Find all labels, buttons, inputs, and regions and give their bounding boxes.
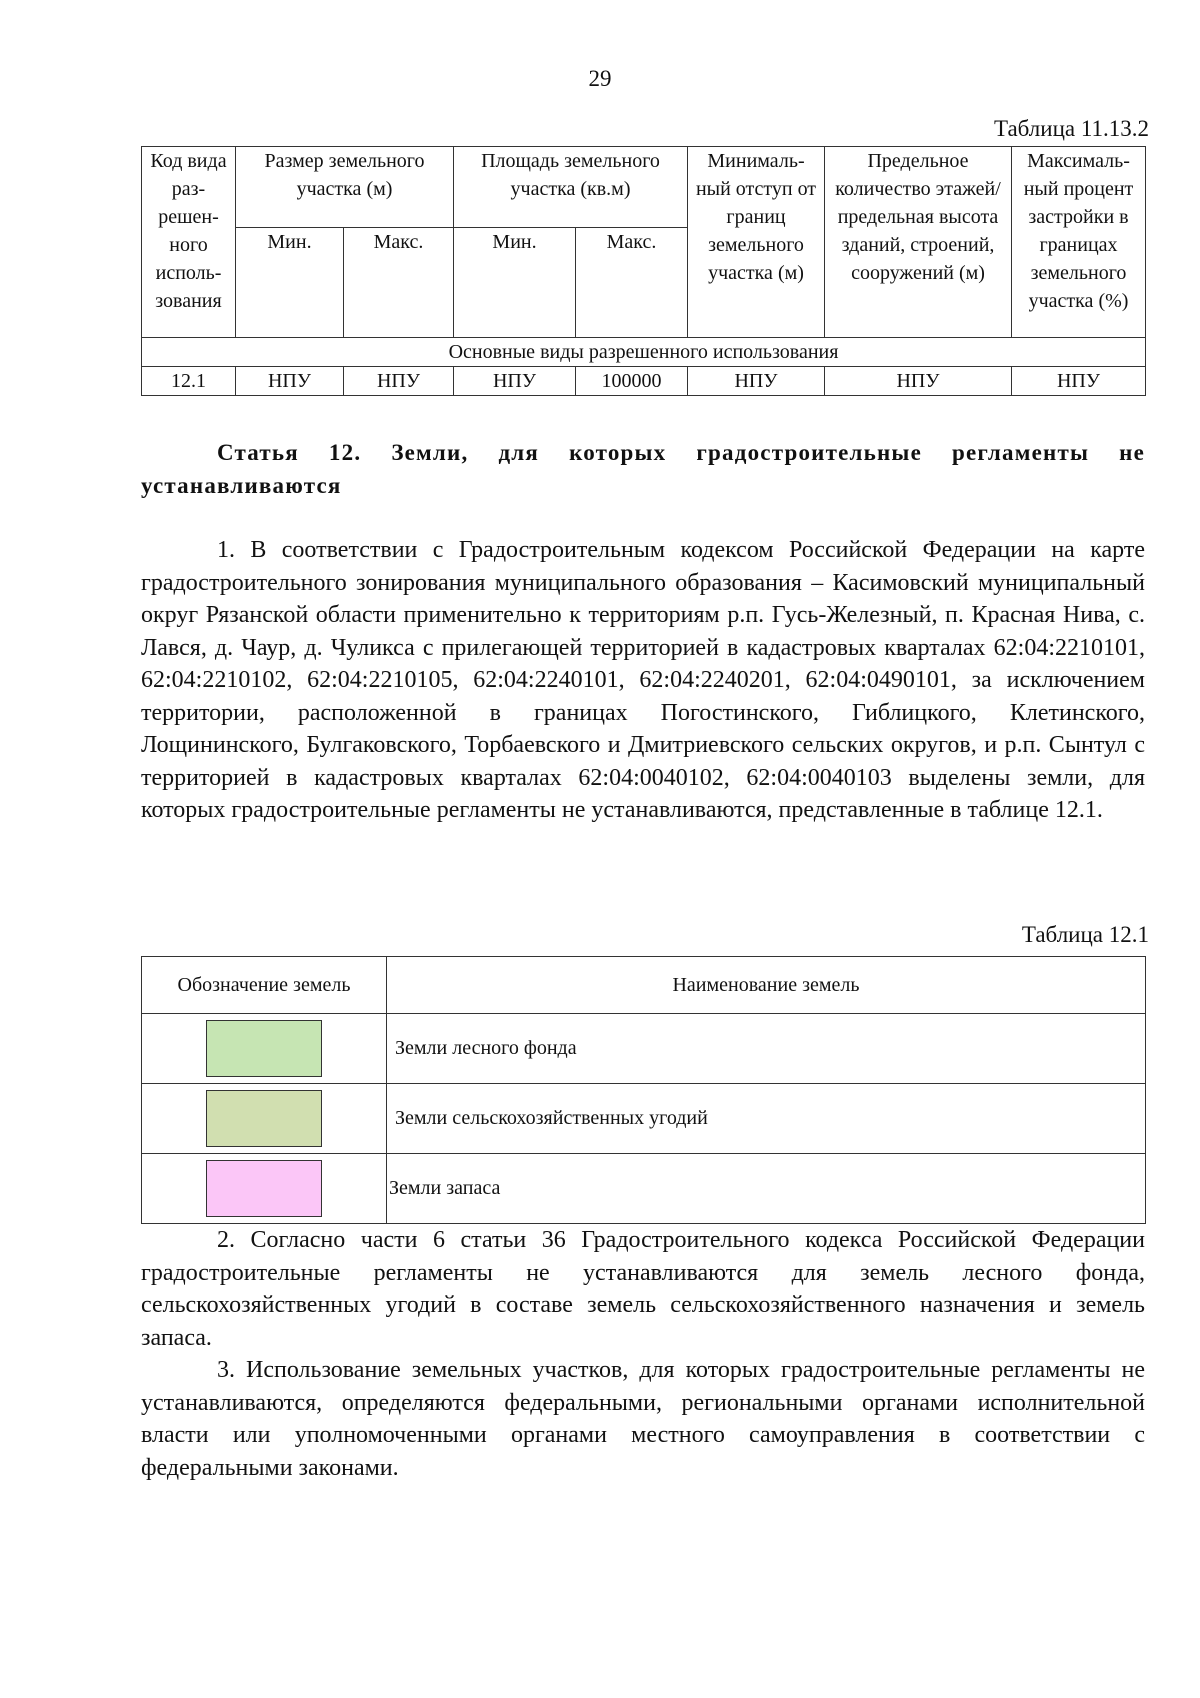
cell-area-max: 100000	[576, 367, 688, 396]
cell-size-min: НПУ	[236, 367, 344, 396]
page-number: 29	[588, 66, 612, 91]
cell-offset: НПУ	[688, 367, 825, 396]
paragraph-2: 2. Согласно части 6 статьи 36 Градостроительного кодекса Российской Федерации градостроительные регламенты не устанавливаются для земель лесного фонда, сельскохозяйственных угодий в составе земель сельскохозяйственного назначения и земель запаса.	[141, 1227, 1145, 1351]
land-name: Земли сельскохозяйственных угодий	[387, 1084, 1146, 1154]
cell-area-min: НПУ	[454, 367, 576, 396]
cell-size-max: НПУ	[344, 367, 454, 396]
section-heading: Основные виды разрешенного использования	[142, 338, 1146, 367]
header-area-min: Мин.	[454, 228, 576, 338]
cell-floors: НПУ	[825, 367, 1012, 396]
paragraph-3: 3. Использование земельных участков, для которых градостроительные регламенты не устанавливаются, определяются федеральными, региональными органами исполнительной власти или уполномоченными органами местного самоуправления в соответствии с федеральными законами.	[141, 1357, 1145, 1481]
legend-swatch-agricultural	[206, 1090, 322, 1147]
cell-code: 12.1	[142, 367, 236, 396]
header-size: Размер земельного участка (м)	[236, 147, 454, 228]
header-code: Код вида раз- решен- ного исполь- зования	[142, 147, 236, 338]
header-name: Наименование земель	[387, 957, 1146, 1014]
land-name: Земли лесного фонда	[387, 1014, 1146, 1084]
table-row	[142, 1084, 1146, 1154]
land-name: Земли запаса	[387, 1154, 1146, 1224]
article-heading: Статья 12. Земли, для которых градостроительные регламенты не устанавливаются	[141, 440, 1145, 498]
legend-swatch-forest	[206, 1020, 322, 1077]
header-offset: Минималь- ный отступ от границ земельного участка (м)	[688, 147, 825, 338]
table2-caption: Таблица 12.1	[1021, 922, 1149, 947]
table-row	[142, 1014, 1146, 1084]
table-row	[142, 367, 1146, 396]
legend-swatch-reserve	[206, 1160, 322, 1217]
header-area-max: Макс.	[576, 228, 688, 338]
table-row	[142, 1154, 1146, 1224]
lands-table	[141, 956, 1146, 1224]
header-area: Площадь земельного участка (кв.м)	[454, 147, 688, 228]
header-designation: Обозначение земель	[142, 957, 387, 1014]
header-coverage: Максималь- ный процент застройки в границах земельного участка (%)	[1012, 147, 1146, 338]
regulations-table	[141, 146, 1146, 396]
cell-coverage: НПУ	[1012, 367, 1146, 396]
paragraph-1: 1. В соответствии с Градостроительным кодексом Российской Федерации на карте градостроительного зонирования муниципального образования – Касимовский муниципальный округ Рязанской области применительно к территориям р.п. Гусь-Железный, п. Красная Нива, с. Лався, д. Чаур, д. Чуликса с прилегающей территорией в кадастровых кварталах 62:04:2210101, 62:04:2210102, 62:04:2210105, 62:04:2240101, 62:04:2240201, 62:04:0490101, за исключением территории, расположенной в границах Погостинского, Гиблицкого, Клетинского, Лощининского, Булгаковского, Торбаевского и Дмитриевского сельских округов, и р.п. Сынтул с территорией в кадастровых кварталах 62:04:0040102, 62:04:0040103 выделены земли, для которых градостроительные регламенты не устанавливаются, представленные в таблице 12.1.	[141, 537, 1145, 823]
header-size-max: Макс.	[344, 228, 454, 338]
header-size-min: Мин.	[236, 228, 344, 338]
header-floors: Предельное количество этажей/ предельная высота зданий, строений, сооружений (м)	[825, 147, 1012, 338]
table1-caption: Таблица 11.13.2	[993, 116, 1149, 141]
